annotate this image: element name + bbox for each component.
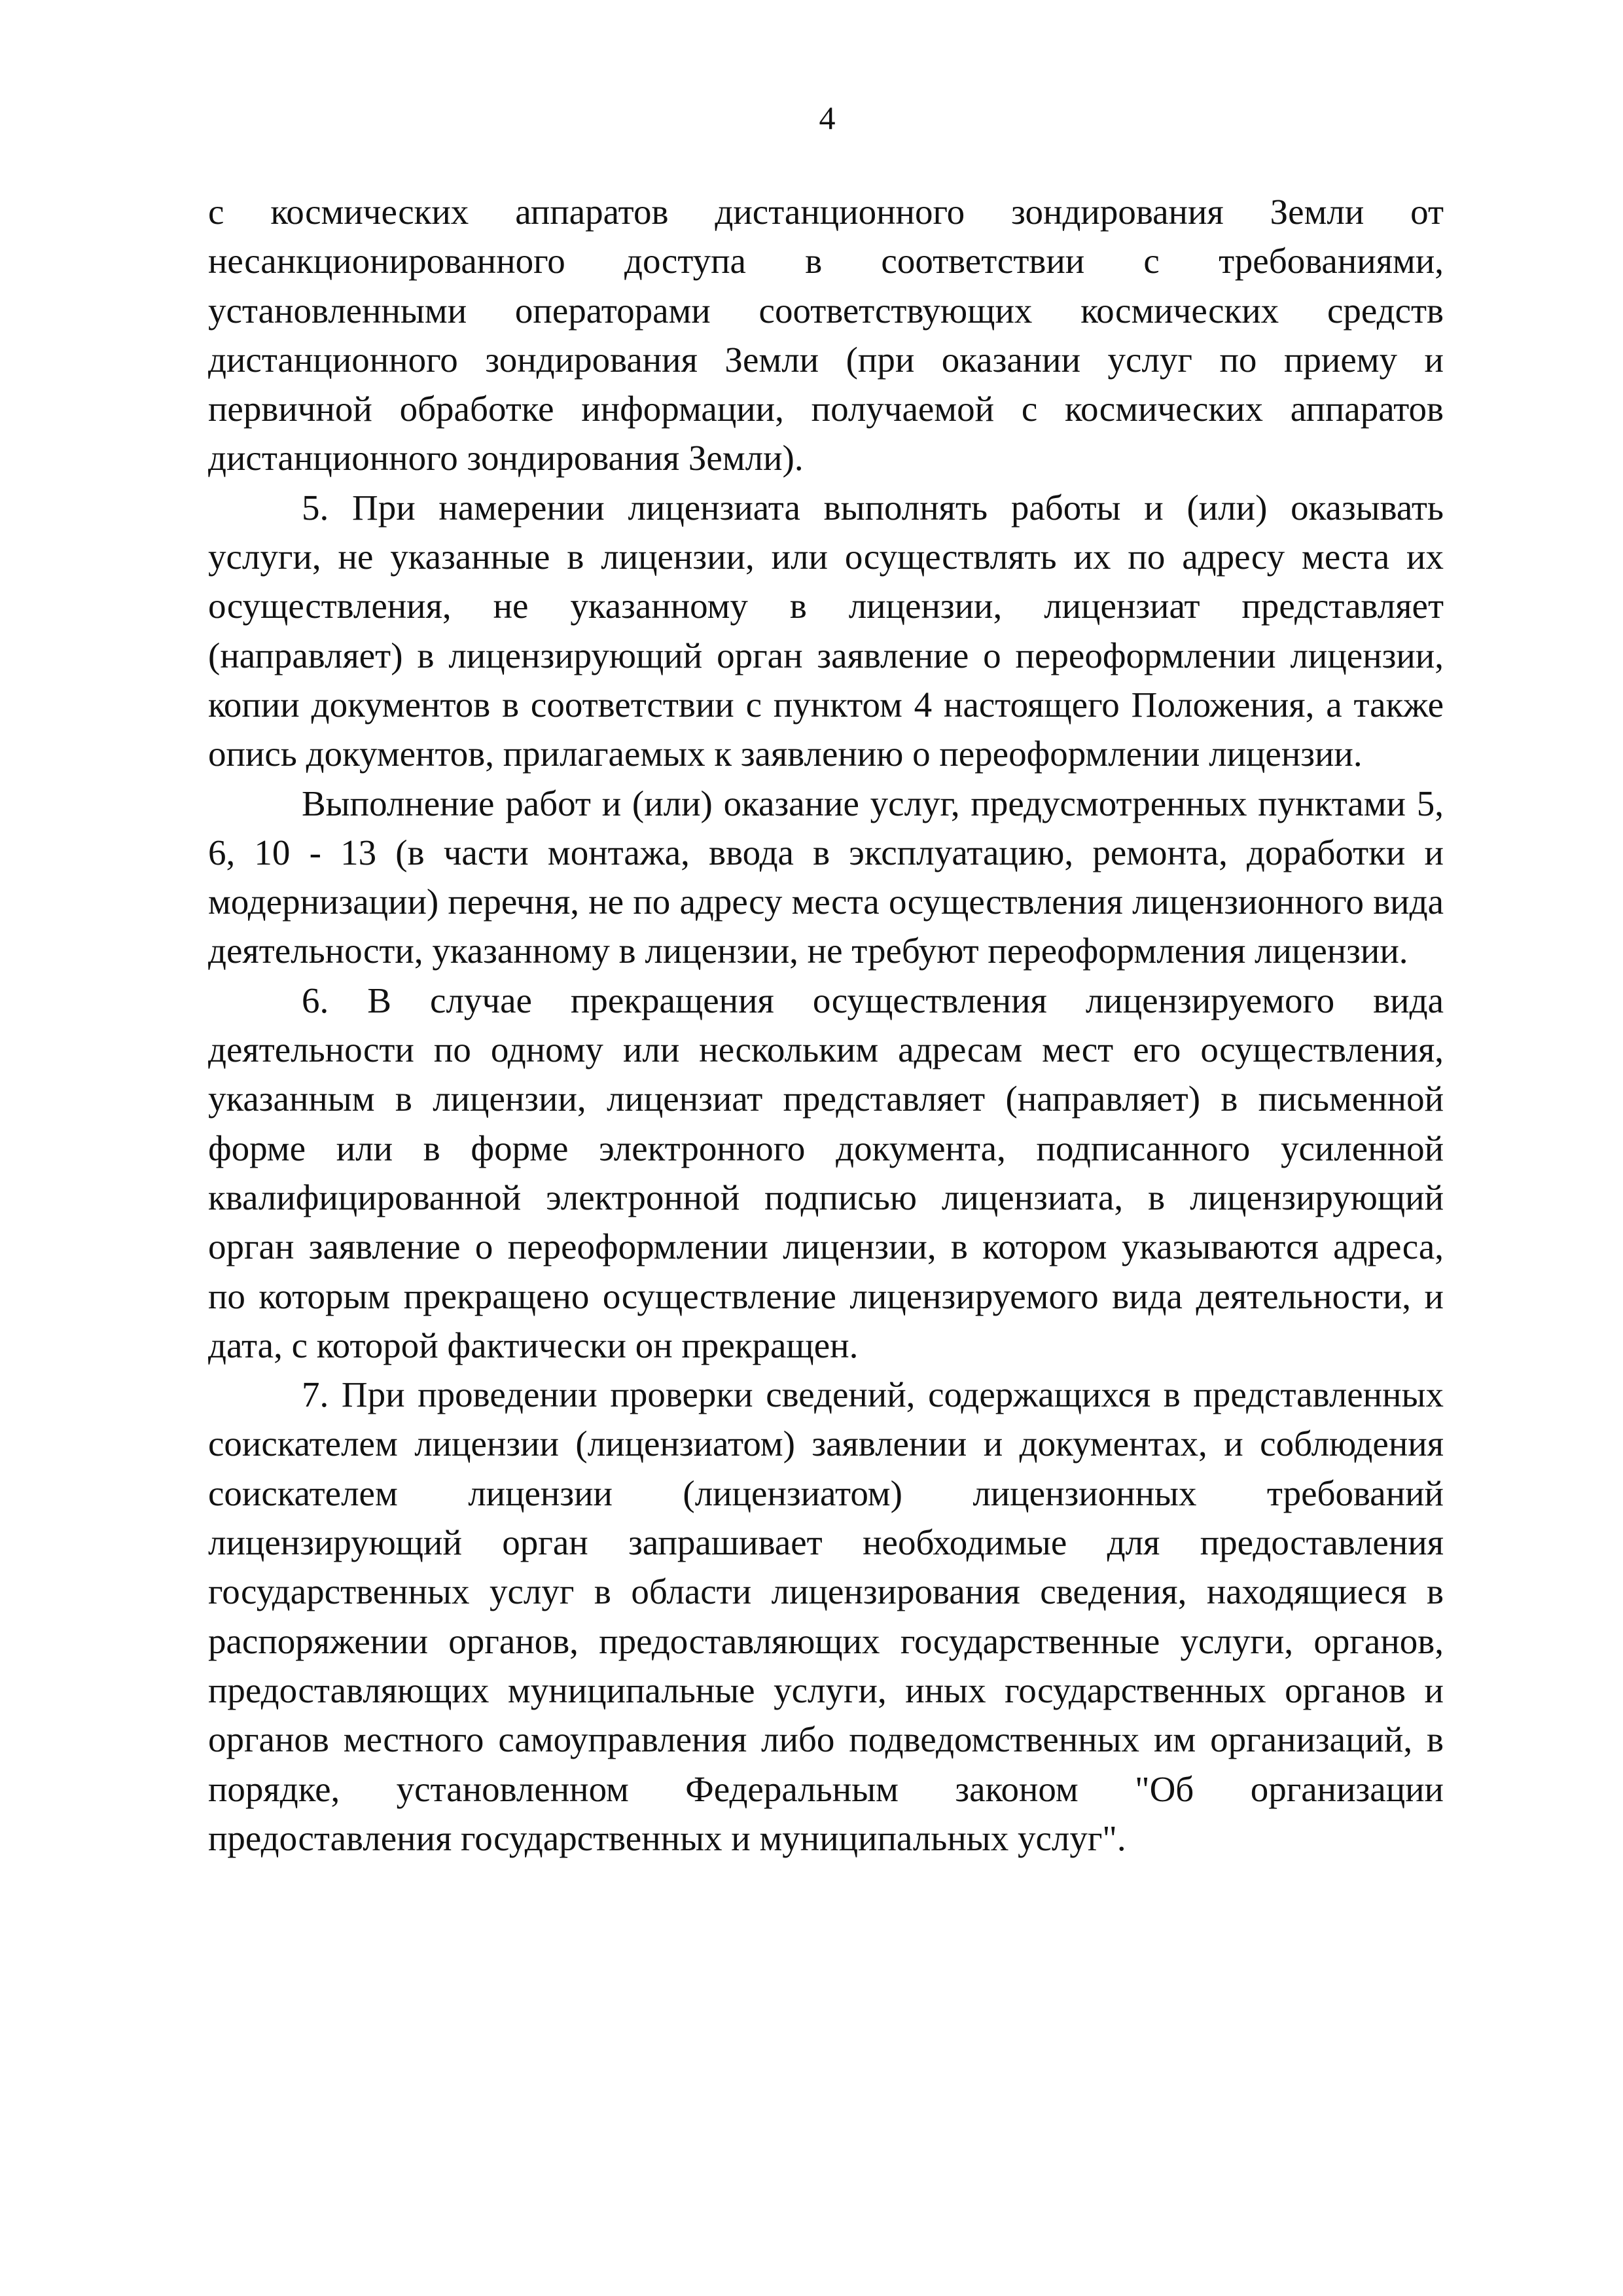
paragraph-continuation: с космических аппаратов дистанционного зондирования Земли от несанкционированного доступа в соответствии с требованиями, установленными операторами соответствующих космических средств дистанционного зондирования Земли (при оказании услуг по приему и первичной обработке информации, получаемой с космических аппаратов дистанционного зондирования Земли). [208, 192, 1444, 478]
paragraph-item-7: 7. При проведении проверки сведений, содержащихся в представленных соискателем лицензии (лицензиатом) заявлении и документах, и соблюдения соискателем лицензии (лицензиатом) лицензионных требований лицензирующий орган запрашивает необходимые для предоставления государственных услуг в области лицензирования сведения, находящиеся в распоряжении органов, предоставляющих государственные услуги, органов, предоставляющих муниципальные услуги, иных государственных органов и органов местного самоуправления либо подведомственных им организаций, в порядке, установленном Федеральным законом "Об организации предоставления государственных и муниципальных услуг". [208, 1374, 1444, 1858]
paragraph-item-6: 6. В случае прекращения осуществления лицензируемого вида деятельности по одному или нескольким адресам мест его осуществления, указанным в лицензии, лицензиат представляет (направляет) в письменной форме или в форме электронного документа, подписанного усиленной квалифицированной электронной подписью лицензиата, в лицензирующий орган заявление о переоформлении лицензии, в котором указываются адреса, по которым прекращено осуществление лицензируемого вида деятельности, и дата, с которой фактически он прекращен. [208, 980, 1444, 1365]
paragraph-item-5-addendum: Выполнение работ и (или) оказание услуг, предусмотренных пунктами 5, 6, 10 - 13 (в части монтажа, ввода в эксплуатацию, ремонта, доработки и модернизации) перечня, не по адресу места осуществления лицензионного вида деятельности, указанному в лицензии, не требуют переоформления лицензии. [208, 783, 1444, 971]
document-body [208, 187, 1444, 1863]
page-number: 4 [819, 99, 836, 136]
paragraph-item-5: 5. При намерении лицензиата выполнять работы и (или) оказывать услуги, не указанные в лицензии, или осуществлять их по адресу места их осуществления, не указанному в лицензии, лицензиат представляет (направляет) в лицензирующий орган заявление о переоформлении лицензии, копии документов в соответствии с пунктом 4 настоящего Положения, а также опись документов, прилагаемых к заявлению о переоформлении лицензии. [208, 487, 1444, 774]
